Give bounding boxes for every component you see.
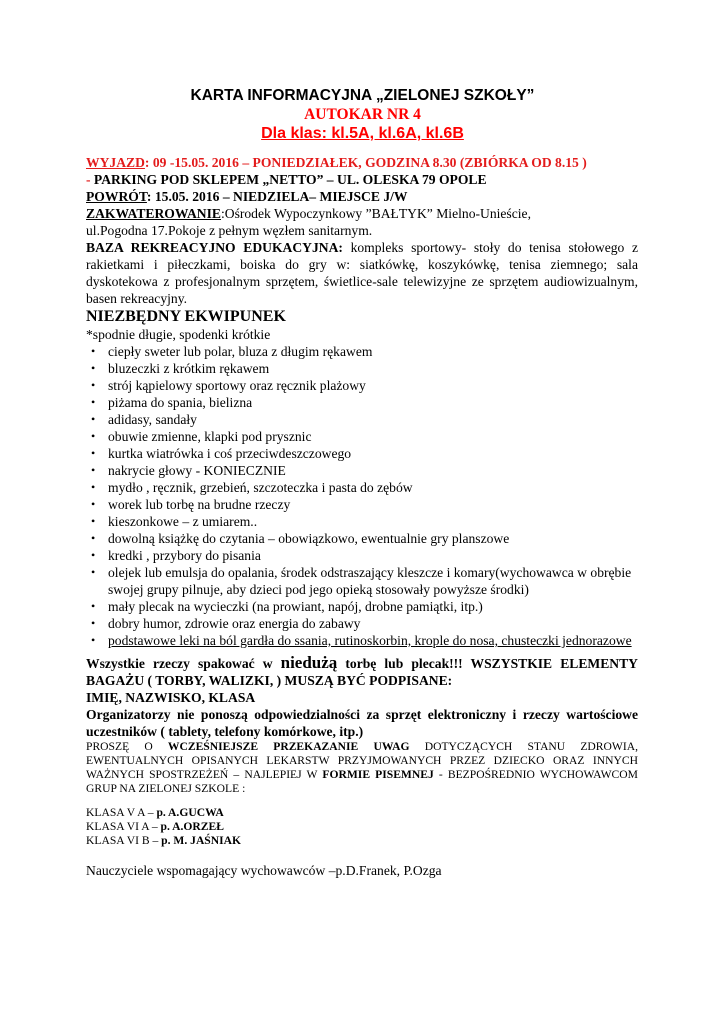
list-item: • mały plecak na wycieczki (na prowiant, napój, drobne pamiątki, itp.) bbox=[91, 599, 483, 614]
accommodation-text: :Ośrodek Wypoczynkowy ”BAŁTYK” Mielno-Unieście, bbox=[220, 206, 531, 221]
teacher-row: KLASA V A – p. A.GUCWA bbox=[86, 806, 224, 819]
document-body bbox=[86, 154, 638, 879]
list-item: • piżama do spania, bielizna bbox=[91, 395, 253, 410]
departure-text: : 09 -15.05. 2016 – PONIEDZIAŁEK, GODZINA 8.30 (ZBIÓRKA OD 8.15 ) bbox=[144, 155, 587, 170]
bullet-icon: • bbox=[91, 412, 96, 426]
list-item: • kurtka wiatrówka i coś przeciwdeszczowego bbox=[91, 446, 352, 461]
return-label: POWRÓT bbox=[86, 189, 147, 204]
bullet-icon: • bbox=[91, 497, 96, 511]
bullet-icon: • bbox=[91, 429, 96, 443]
bullet-icon: • bbox=[91, 548, 96, 562]
bullet-icon: • bbox=[91, 599, 96, 613]
equipment-heading: NIEZBĘDNY EKWIPUNEK bbox=[86, 308, 286, 325]
base-paragraph bbox=[86, 239, 638, 307]
label-requirement: IMIĘ, NAZWISKO, KLASA bbox=[86, 690, 256, 705]
equipment-list bbox=[86, 343, 638, 649]
bullet-icon: • bbox=[91, 565, 96, 579]
base-label: BAZA REKREACYJNO EDUKACYJNA: bbox=[86, 240, 343, 255]
health-request: PROSZĘ O WCZEŚNIEJSZE PRZEKAZANIE UWAG DOTYCZĄCYCH STANU ZDROWIA, EWENTUALNYCH OPISANYCH LEKARSTW PRZYJMOWANYCH PRZEZ DZIECKO ORAZ INNYCH WAŻNYCH SPOSTRZEŻEŃ – NAJLEPIEJ W FORMIE PISEMNEJ - BEZPOŚREDNIO WYCHOWAWCOM GRUP NA ZIELONEJ SZKOLE : bbox=[86, 740, 638, 795]
liability-notice: Organizatorzy nie ponoszą odpowiedzialności za sprzęt elektroniczny i rzeczy wartościowe uczestników ( tablety, telefony komórkowe, itp.) bbox=[86, 707, 638, 739]
accommodation-label: ZAKWATEROWANIE bbox=[86, 206, 221, 221]
list-item: • worek lub torbę na brudne rzeczy bbox=[91, 497, 291, 512]
list-item: • ciepły sweter lub polar, bluza z długim rękawem bbox=[91, 344, 373, 359]
assistant-teachers: Nauczyciele wspomagający wychowawców –p.D.Franek, P.Ozga bbox=[86, 863, 442, 878]
bullet-icon: • bbox=[91, 378, 96, 392]
teacher-row: KLASA VI B – p. M. JAŚNIAK bbox=[86, 834, 242, 847]
list-item: • bluzeczki z krótkim rękawem bbox=[91, 361, 270, 376]
bullet-icon: • bbox=[91, 463, 96, 477]
list-item: • olejek lub emulsja do opalania, środek odstraszający kleszcze i komary(wychowawca w obrębie swojej grupy pilnuje, aby dzieci pod jego opieką stosowały powyższe środki) bbox=[91, 565, 632, 597]
teacher-row: KLASA VI A – p. A.ORZEŁ bbox=[86, 820, 224, 833]
list-item: • mydło , ręcznik, grzebień, szczoteczka i pasta do zębów bbox=[91, 480, 413, 495]
return-line bbox=[86, 188, 638, 205]
list-item: • kieszonkowe – z umiarem.. bbox=[91, 514, 258, 529]
equipment-intro: *spodnie długie, spodenki krótkie bbox=[86, 327, 271, 342]
class-list: Dla klas: kl.5A, kl.6A, kl.6B bbox=[261, 125, 464, 142]
bullet-icon: • bbox=[91, 446, 96, 460]
list-item: • obuwie zmienne, klapki pod prysznic bbox=[91, 429, 312, 444]
list-item: • dobry humor, zdrowie oraz energia do zabawy bbox=[91, 616, 361, 631]
departure-line bbox=[86, 154, 638, 171]
departure-place-text: PARKING POD SKLEPEM „NETTO” – UL. OLESKA 79 OPOLE bbox=[90, 172, 487, 187]
departure-label: WYJAZD bbox=[86, 155, 145, 170]
return-text: : 15.05. 2016 – NIEDZIELA– MIEJSCE J/W bbox=[146, 189, 408, 204]
bullet-icon: • bbox=[91, 480, 96, 494]
list-item: • kredki , przybory do pisania bbox=[91, 548, 261, 563]
bullet-icon: • bbox=[91, 616, 96, 630]
accommodation-line bbox=[86, 205, 638, 222]
bullet-icon: • bbox=[91, 344, 96, 358]
accommodation-address: ul.Pogodna 17.Pokoje z pełnym węzłem sanitarnym. bbox=[86, 223, 373, 238]
bullet-icon: • bbox=[91, 531, 96, 545]
packing-notice: Wszystkie rzeczy spakować w niedużą torbę lub plecak!!! WSZYSTKIE ELEMENTY BAGAŻU ( TORBY, WALIZKI, ) MUSZĄ BYĆ PODPISANE: bbox=[86, 653, 638, 688]
emphasis-word: niedużą bbox=[280, 653, 338, 672]
bullet-icon: • bbox=[91, 514, 96, 528]
departure-place bbox=[86, 171, 638, 188]
document-title: KARTA INFORMACYJNA „ZIELONEJ SZKOŁY” bbox=[190, 87, 535, 104]
base-text: kompleks sportowy- stoły do tenisa stołowego z rakietkami i piłeczkami, boiska do gry w: siatkówkę, koszykówkę, tenisa ziemnego; sala dyskotekowa z profesjonalnym sprzętem, świetlice-sale telewizyjne ze sprzętem audiowizualnym, basen rekreacyjny. bbox=[86, 240, 638, 306]
bus-number: AUTOKAR NR 4 bbox=[304, 106, 421, 123]
list-item: • podstawowe leki na ból gardła do ssania, rutinoskorbin, krople do nosa, chusteczki jednorazowe bbox=[91, 633, 632, 648]
bullet-icon: • bbox=[91, 361, 96, 375]
list-item: • nakrycie głowy - KONIECZNIE bbox=[91, 463, 286, 478]
teacher-list bbox=[86, 806, 638, 848]
departure-dash: - bbox=[86, 172, 91, 187]
list-item: • adidasy, sandały bbox=[91, 412, 197, 427]
list-item: • strój kąpielowy sportowy oraz ręcznik plażowy bbox=[91, 378, 366, 393]
bullet-icon: • bbox=[91, 633, 96, 647]
bullet-icon: • bbox=[91, 395, 96, 409]
list-item: • dowolną książkę do czytania – obowiązkowo, ewentualnie gry planszowe bbox=[91, 531, 510, 546]
